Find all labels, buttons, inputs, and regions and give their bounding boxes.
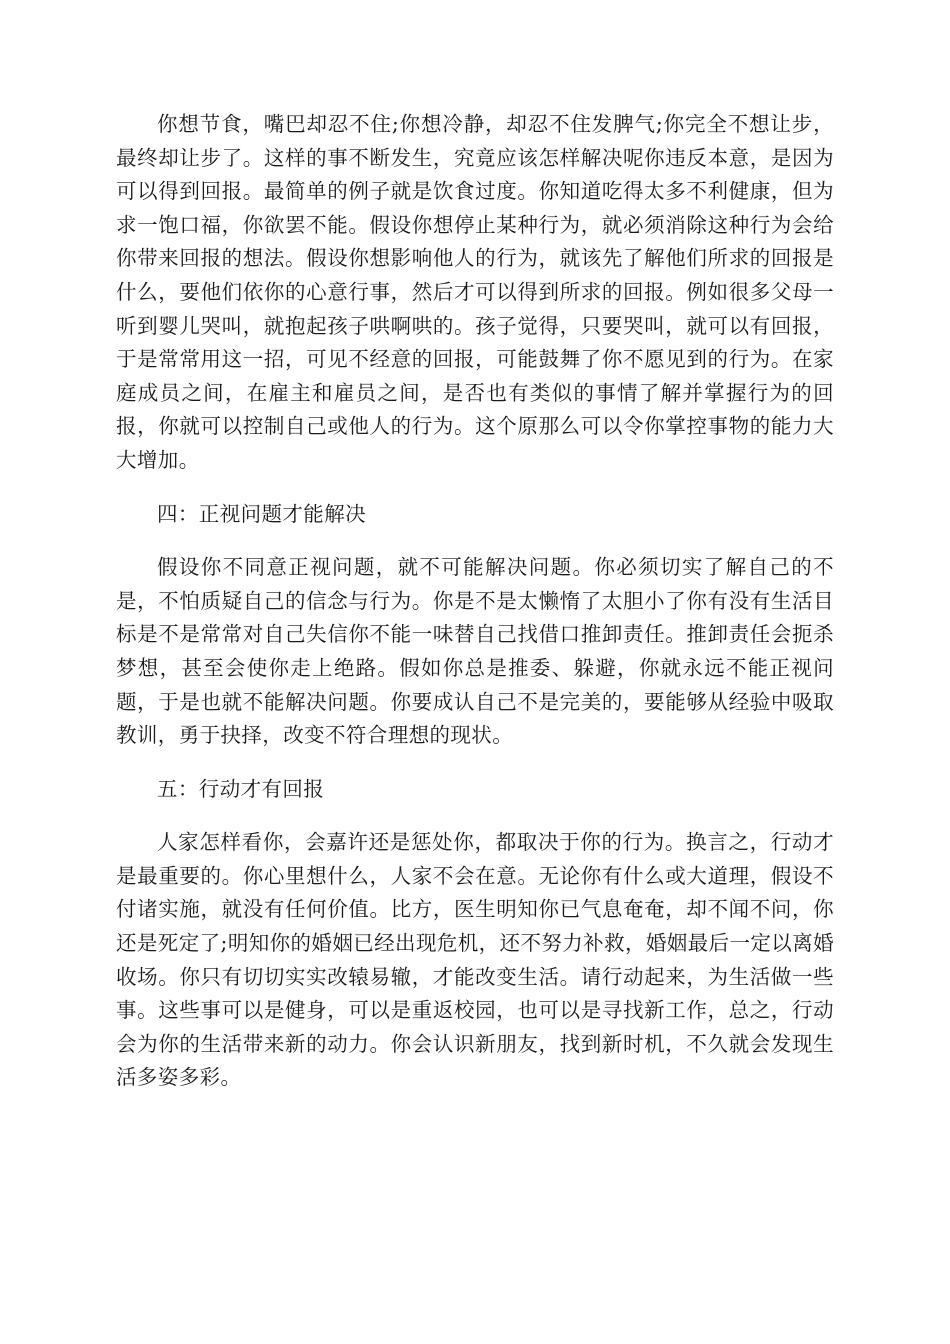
section-heading-four: 四：正视问题才能解决: [157, 501, 366, 526]
paragraph-behavior-reward: 你想节食，嘴巴却忍不住;你想冷静，却忍不住发脾气;你完全不想让步，最终却让步了。这样的事不断发生，究竟应该怎样解决呢你违反本意，是因为可以得到回报。最简单的例子就是饮食过度。你知道吃得太多不利健康，但为求一饱口福，你欲罢不能。假设你想停止某种行为，就必须消除这种行为会给你带来回报的想法。假设你想影响他人的行为，就该先了解他们所求的回报是什么，要他们依你的心意行事，然后才可以得到所求的回报。例如很多父母一听到婴儿哭叫，就抱起孩子哄啊哄的。孩子觉得，只要哭叫，就可以有回报，于是常常用这一招，可见不经意的回报，可能鼓舞了你不愿见到的行为。在家庭成员之间，在雇主和雇员之间，是否也有类似的事情了解并掌握行为的回报，你就可以控制自己或他人的行为。这个原那么可以令你掌控事物的能力大大增加。: [116, 112, 834, 472]
paragraph-face-problems: 假设你不同意正视问题，就不可能解决问题。你必须切实了解自己的不是，不怕质疑自己的信念与行为。你是不是太懒惰了太胆小了你有没有生活目标是不是常常对自己失信你不能一味替自己找借口推卸责任。推卸责任会扼杀梦想，甚至会使你走上绝路。假如你总是推委、躲避，你就永远不能正视问题，于是也就不能解决问题。你要成认自己不是完美的，要能够从经验中吸取教训，勇于抉择，改变不符合理想的现状。: [116, 555, 834, 748]
section-heading-five: 五：行动才有回报: [157, 776, 325, 801]
paragraph-action-reward: 人家怎样看你，会嘉许还是惩处你，都取决于你的行为。换言之，行动才是最重要的。你心里想什么，人家不会在意。无论你有什么或大道理，假设不付诸实施，就没有任何价值。比方，医生明知你已气息奄奄，却不闻不问，你还是死定了;明知你的婚姻已经出现危机，还不努力补救，婚姻最后一定以离婚收场。你只有切切实实改辕易辙，才能改变生活。请行动起来，为生活做一些事。这些事可以是健身，可以是重返校园，也可以是寻找新工作，总之，行动会为你的生活带来新的动力。你会认识新朋友，找到新时机，不久就会发现生活多姿多彩。: [116, 830, 834, 1090]
document-body: [116, 108, 834, 1115]
